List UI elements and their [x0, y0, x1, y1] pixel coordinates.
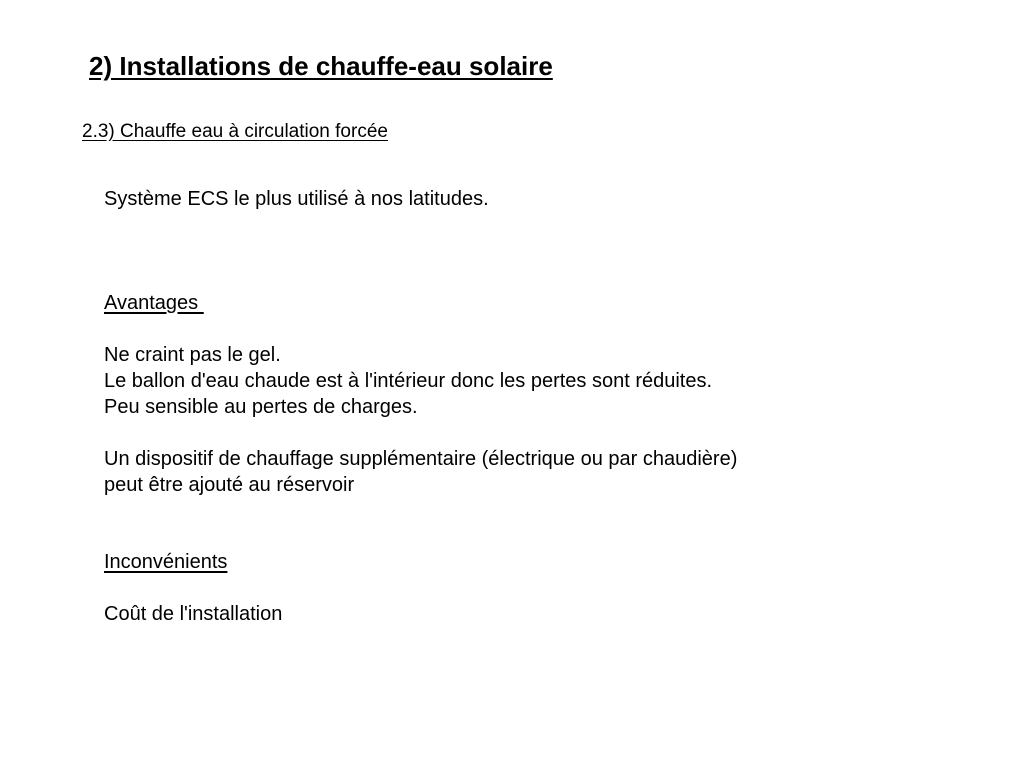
- advantage-item: Le ballon d'eau chaude est à l'intérieur donc les pertes sont réduites.: [104, 370, 713, 392]
- slide-title: 2) Installations de chauffe-eau solaire: [89, 51, 553, 81]
- advantage-item: Peu sensible au pertes de charges.: [104, 396, 418, 418]
- disadvantage-item: Coût de l'installation: [104, 603, 283, 625]
- advantages-heading: Avantages: [104, 292, 204, 314]
- advantage-note-line: Un dispositif de chauffage supplémentaire (électrique ou par chaudière): [104, 448, 738, 470]
- advantage-note-line: peut être ajouté au réservoir: [104, 474, 355, 496]
- disadvantages-heading: Inconvénients: [104, 551, 228, 573]
- section-subtitle: 2.3) Chauffe eau à circulation forcée: [82, 121, 388, 142]
- intro-text: Système ECS le plus utilisé à nos latitudes.: [104, 188, 489, 210]
- advantage-item: Ne craint pas le gel.: [104, 344, 281, 366]
